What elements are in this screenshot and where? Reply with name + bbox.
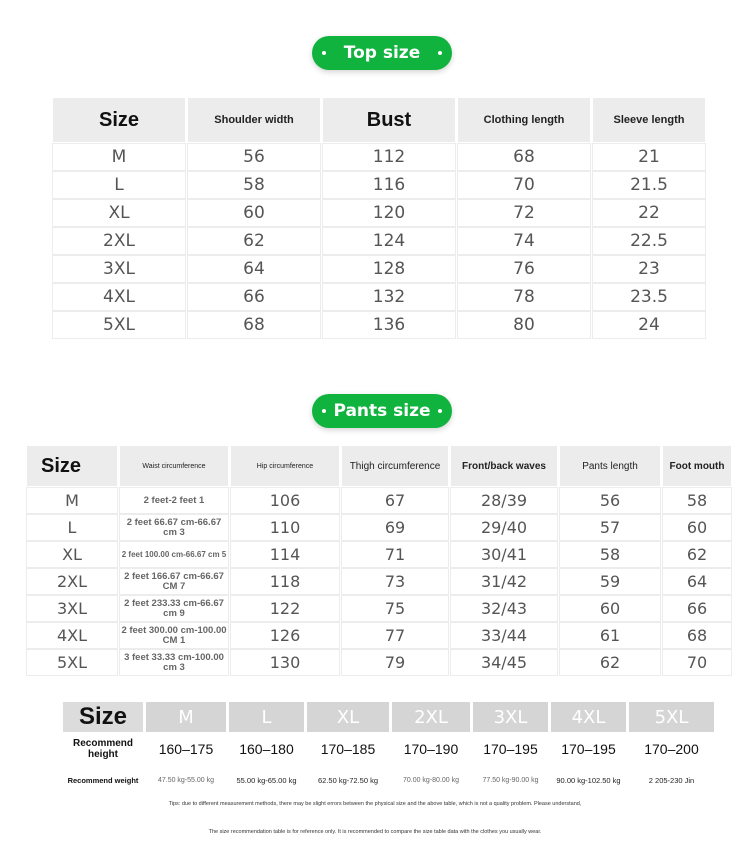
table-cell: L [27, 515, 117, 540]
table-cell: 75 [342, 596, 448, 621]
dot-icon [438, 51, 442, 55]
recommend-weight-cell: 62.50 kg-72.50 kg [307, 766, 389, 794]
recommend-weight-cell: 77.50 kg-90.00 kg [473, 766, 548, 794]
table-cell: 114 [231, 542, 339, 567]
table-cell: 80 [458, 312, 590, 338]
table-row [27, 488, 731, 513]
table-cell: 130 [231, 650, 339, 675]
table-cell: 21.5 [593, 172, 705, 198]
recommend-size-cell: 2XL [392, 702, 470, 732]
pants-header-hip: Hip circumference [231, 446, 339, 486]
table-cell: 22.5 [593, 228, 705, 254]
table-cell: 58 [663, 488, 731, 513]
recommend-weight-row [63, 766, 714, 794]
table-cell: 74 [458, 228, 590, 254]
table-cell: 136 [323, 312, 455, 338]
reference-note: The size recommendation table is for reference only. It is recommended to compare the size table data with the clothes you usually wear. [208, 829, 542, 835]
table-cell: 62 [560, 650, 660, 675]
table-cell: 24 [593, 312, 705, 338]
pants-header-row [27, 446, 731, 486]
table-cell: XL [27, 542, 117, 567]
table-row [53, 256, 705, 282]
table-cell: M [53, 144, 185, 170]
top-size-title: Top size [343, 43, 421, 63]
table-cell: 78 [458, 284, 590, 310]
table-cell: 29/40 [451, 515, 557, 540]
pants-size-title-badge [312, 394, 452, 428]
dot-icon [322, 409, 326, 413]
table-cell: 28/39 [451, 488, 557, 513]
table-cell: 106 [231, 488, 339, 513]
dot-icon [322, 51, 326, 55]
table-cell: 60 [188, 200, 320, 226]
table-cell: 126 [231, 623, 339, 648]
recommend-size-cell: 3XL [473, 702, 548, 732]
table-cell: 116 [323, 172, 455, 198]
table-cell: 62 [663, 542, 731, 567]
table-cell: 60 [560, 596, 660, 621]
table-cell: 58 [188, 172, 320, 198]
table-row [27, 515, 731, 540]
table-row [27, 569, 731, 594]
waist-cell: 2 feet 300.00 cm-100.00 CM 1 [120, 623, 228, 648]
table-cell: 5XL [27, 650, 117, 675]
table-row [27, 650, 731, 675]
table-cell: 23.5 [593, 284, 705, 310]
table-cell: 69 [342, 515, 448, 540]
table-cell: 122 [231, 596, 339, 621]
table-cell: 58 [560, 542, 660, 567]
table-cell: 70 [458, 172, 590, 198]
table-cell: 128 [323, 256, 455, 282]
table-cell: 23 [593, 256, 705, 282]
table-cell: 3XL [27, 596, 117, 621]
table-cell: 112 [323, 144, 455, 170]
pants-header-thigh: Thigh circumference [342, 446, 448, 486]
top-size-title-badge [312, 36, 452, 70]
table-cell: 56 [560, 488, 660, 513]
table-cell: 79 [342, 650, 448, 675]
table-cell: M [27, 488, 117, 513]
recommend-size-label: Size [63, 702, 143, 732]
pants-header-waves: Front/back waves [451, 446, 557, 486]
table-cell: 60 [663, 515, 731, 540]
pants-size-title: Pants size [333, 401, 431, 421]
recommend-weight-label: Recommend weight [63, 766, 143, 794]
table-cell: 4XL [53, 284, 185, 310]
recommend-size-row [63, 702, 714, 732]
table-cell: 4XL [27, 623, 117, 648]
recommend-weight-cell: 70.00 kg-80.00 kg [392, 766, 470, 794]
table-cell: 64 [188, 256, 320, 282]
recommend-weight-cell: 55.00 kg-65.00 kg [229, 766, 304, 794]
recommend-height-cell: 160–180 [229, 734, 304, 764]
table-cell: 2XL [27, 569, 117, 594]
recommend-height-cell: 170–185 [307, 734, 389, 764]
table-cell: 68 [663, 623, 731, 648]
recommend-height-row [63, 734, 714, 764]
dot-icon [438, 409, 442, 413]
table-cell: 66 [663, 596, 731, 621]
table-cell: 68 [458, 144, 590, 170]
table-row [27, 596, 731, 621]
recommend-weight-cell: 90.00 kg-102.50 kg [551, 766, 626, 794]
recommend-height-cell: 170–200 [629, 734, 714, 764]
table-cell: 30/41 [451, 542, 557, 567]
table-cell: 118 [231, 569, 339, 594]
table-cell: 67 [342, 488, 448, 513]
table-row [53, 200, 705, 226]
table-cell: 68 [188, 312, 320, 338]
table-cell: 76 [458, 256, 590, 282]
table-cell: 110 [231, 515, 339, 540]
table-cell: 132 [323, 284, 455, 310]
table-cell: 3XL [53, 256, 185, 282]
recommend-height-cell: 170–195 [473, 734, 548, 764]
table-row [27, 623, 731, 648]
table-cell: 73 [342, 569, 448, 594]
pants-header-foot: Foot mouth [663, 446, 731, 486]
table-row [27, 542, 731, 567]
pants-size-table [24, 444, 734, 677]
waist-cell: 3 feet 33.33 cm-100.00 cm 3 [120, 650, 228, 675]
recommend-table [60, 700, 717, 796]
table-cell: XL [53, 200, 185, 226]
top-header-length: Clothing length [458, 98, 590, 142]
table-cell: 66 [188, 284, 320, 310]
top-header-row [53, 98, 705, 142]
top-header-bust: Bust [323, 98, 455, 142]
table-cell: L [53, 172, 185, 198]
recommend-weight-cell: 2 205-230 Jin [629, 766, 714, 794]
table-row [53, 228, 705, 254]
recommend-weight-cell: 47.50 kg-55.00 kg [146, 766, 226, 794]
table-row [53, 312, 705, 338]
table-cell: 61 [560, 623, 660, 648]
waist-cell: 2 feet 66.67 cm-66.67 cm 3 [120, 515, 228, 540]
table-cell: 56 [188, 144, 320, 170]
table-cell: 21 [593, 144, 705, 170]
table-cell: 59 [560, 569, 660, 594]
table-cell: 2XL [53, 228, 185, 254]
table-cell: 120 [323, 200, 455, 226]
table-cell: 64 [663, 569, 731, 594]
pants-header-waist: Waist circumference [120, 446, 228, 486]
table-cell: 22 [593, 200, 705, 226]
recommend-size-cell: M [146, 702, 226, 732]
top-header-shoulder: Shoulder width [188, 98, 320, 142]
recommend-size-cell: 4XL [551, 702, 626, 732]
recommend-height-cell: 170–190 [392, 734, 470, 764]
table-cell: 31/42 [451, 569, 557, 594]
waist-cell: 2 feet-2 feet 1 [120, 488, 228, 513]
pants-header-length: Pants length [560, 446, 660, 486]
table-cell: 32/43 [451, 596, 557, 621]
waist-cell: 2 feet 233.33 cm-66.67 cm 9 [120, 596, 228, 621]
pants-header-size: Size [27, 446, 117, 486]
recommend-height-cell: 170–195 [551, 734, 626, 764]
recommend-height-cell: 160–175 [146, 734, 226, 764]
table-cell: 5XL [53, 312, 185, 338]
table-cell: 34/45 [451, 650, 557, 675]
table-cell: 71 [342, 542, 448, 567]
table-cell: 72 [458, 200, 590, 226]
top-header-sleeve: Sleeve length [593, 98, 705, 142]
recommend-size-cell: 5XL [629, 702, 714, 732]
table-row [53, 144, 705, 170]
recommend-height-label: Recommend height [63, 734, 143, 764]
table-row [53, 284, 705, 310]
waist-cell: 2 feet 100.00 cm-66.67 cm 5 [120, 542, 228, 567]
table-cell: 62 [188, 228, 320, 254]
recommend-size-cell: XL [307, 702, 389, 732]
table-cell: 124 [323, 228, 455, 254]
table-cell: 77 [342, 623, 448, 648]
table-cell: 70 [663, 650, 731, 675]
table-row [53, 172, 705, 198]
table-cell: 33/44 [451, 623, 557, 648]
recommend-size-cell: L [229, 702, 304, 732]
top-header-size: Size [53, 98, 185, 142]
table-cell: 57 [560, 515, 660, 540]
tip-note: Tips: due to different measurement methods, there may be slight errors between the physical size and the above table, which is not a quality problem. Please understand, [168, 801, 582, 807]
top-size-table [50, 96, 708, 340]
waist-cell: 2 feet 166.67 cm-66.67 CM 7 [120, 569, 228, 594]
